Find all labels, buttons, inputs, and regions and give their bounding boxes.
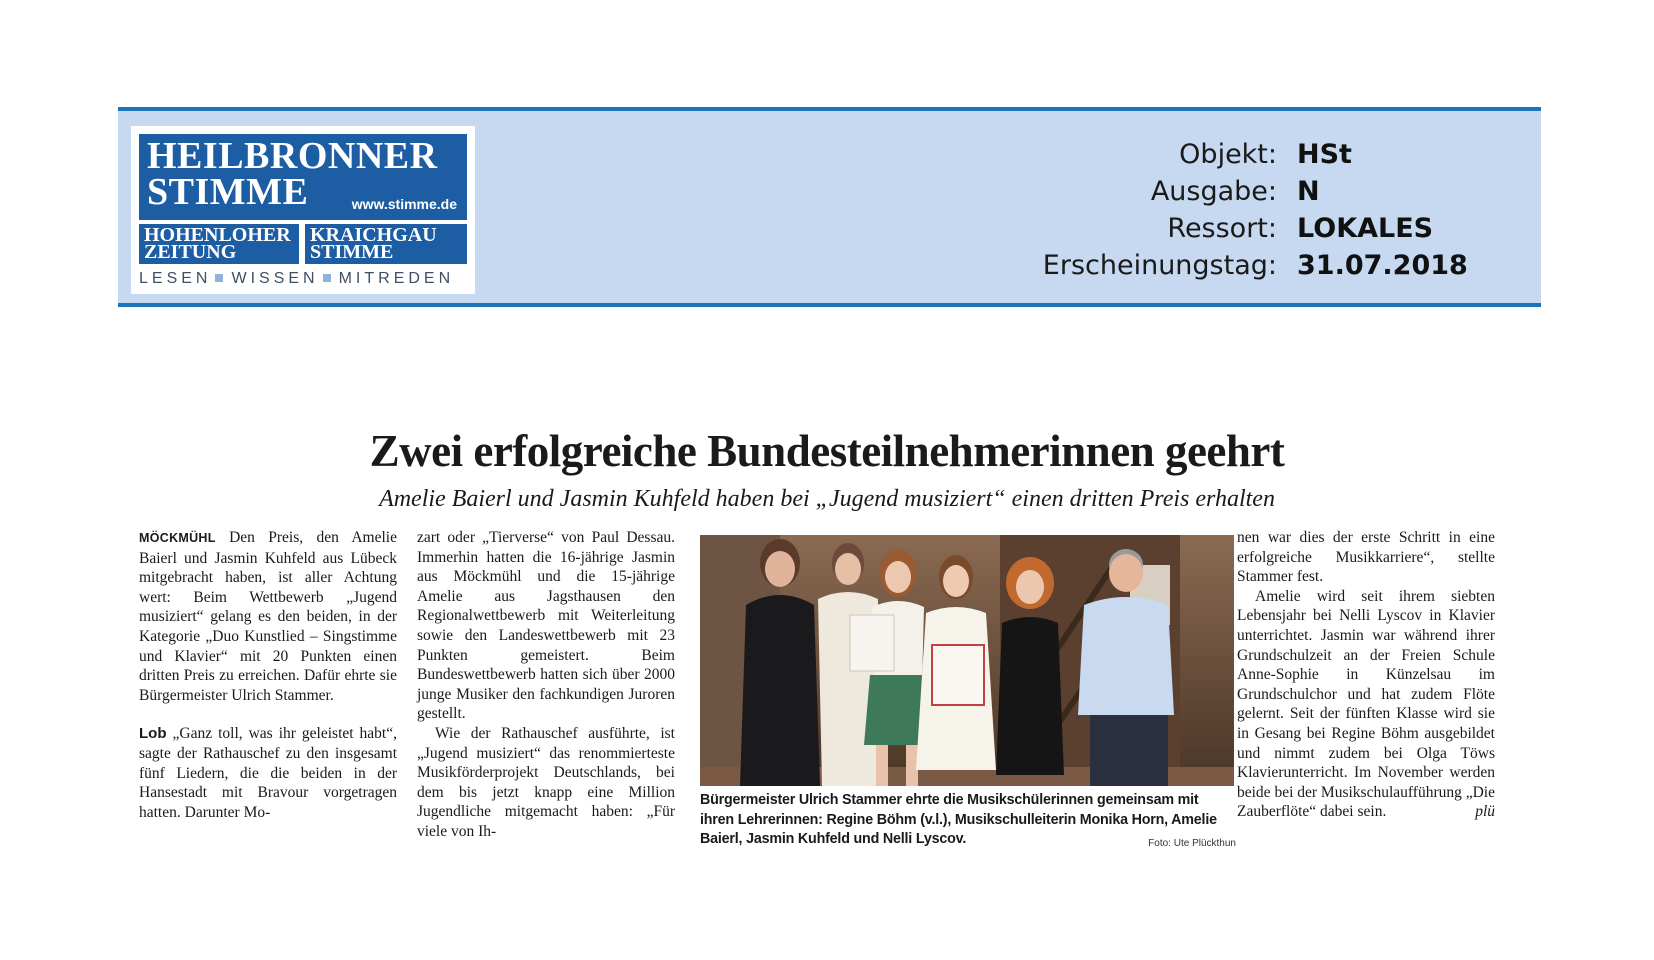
article-column-2 xyxy=(417,528,675,842)
paragraph-lead: Lob xyxy=(139,725,167,743)
tagline-word: MITREDEN xyxy=(338,270,455,287)
publication-meta xyxy=(980,136,1480,284)
logo-title-line1: HEILBRONNER xyxy=(147,135,438,177)
meta-value: 31.07.2018 xyxy=(1297,250,1468,281)
logo-sub-left-line1: HOHENLOHER xyxy=(144,224,291,246)
meta-value: N xyxy=(1297,176,1320,207)
meta-value: LOKALES xyxy=(1297,213,1434,244)
logo-tagline xyxy=(139,270,469,288)
photo-caption: Bürgermeister Ulrich Stammer ehrte die Musikschülerinnen gemeinsam mit ihren Lehrerinnen: Regine Böhm (v.l.), Musikschulleiterin Monika Horn, Amelie Baierl, Jasmin Kuhfeld und Nelli Lyscov. xyxy=(700,792,1217,847)
logo-sub-kraichgau xyxy=(305,224,467,264)
logo-title-line2: STIMME xyxy=(147,171,309,213)
article-column-3 xyxy=(1237,528,1495,822)
logo-url: www.stimme.de xyxy=(351,196,457,212)
tagline-word: LESEN xyxy=(139,270,212,287)
paragraph xyxy=(139,724,397,822)
paragraph: zart oder „Tierverse“ von Paul Dessau. Immerhin hatten die 16-jährige Jasmin aus Möckmühl und die 15-jährige Amelie aus Jagsthausen den Regionalwettbewerb mit Weiterleitung sowie den Landeswettbewerb mit 23 Punkten gemeistert. Beim Bundeswettbewerb hatten sich über 2000 junge Musiker den fachkundigen Juroren gestellt. xyxy=(417,529,675,723)
article-photo xyxy=(700,535,1234,786)
meta-row-ressort xyxy=(980,210,1480,247)
paragraph-text: Amelie wird seit ihrem siebten Lebensjahr bei Nelli Lyscov in Klavier unterrichtet. Jasmin war während ihrer Grundschulzeit an der Freien Schule Anne-Sophie in Künzelsau im Grundschulchor und hat zudem Flöte gelernt. Seit der fünften Klasse wird sie in Gesang bei Regine Böhm ausgebildet und nimmt zudem bei Olga Töws Klavierunterricht. Im November werden beide bei der Musikschulaufführung „Die Zauberflöte“ dabei sein. xyxy=(1237,587,1495,821)
logo-sub-left-line2: ZEITUNG xyxy=(144,241,237,263)
meta-label: Erscheinungstag: xyxy=(1042,250,1277,281)
meta-label: Ressort: xyxy=(1167,213,1277,244)
meta-label: Ausgabe: xyxy=(1150,176,1277,207)
logo-main-block xyxy=(139,134,467,220)
photo-credit: Foto: Ute Plückthun xyxy=(1148,838,1236,849)
paragraph: nen war dies der erste Schritt in eine erfolgreiche Musikkarriere“, stellte Stammer fest. xyxy=(1237,529,1495,586)
square-bullet-icon xyxy=(323,274,331,282)
paragraph xyxy=(139,528,397,705)
meta-row-ausgabe xyxy=(980,173,1480,210)
meta-label: Objekt: xyxy=(1179,139,1277,170)
article-column-1 xyxy=(139,528,397,822)
author-signature: plü xyxy=(1475,803,1495,821)
article-subheadline: Amelie Baierl und Jasmin Kuhfeld haben bei „Jugend musiziert“ einen dritten Preis erhalten xyxy=(379,486,1275,512)
tagline-word: WISSEN xyxy=(231,270,319,287)
meta-value: HSt xyxy=(1297,139,1352,170)
meta-row-erscheinungstag xyxy=(980,247,1480,284)
logo-sub-right-line2: STIMME xyxy=(310,241,394,263)
paragraph xyxy=(1237,587,1495,822)
logo-sub-hohenloher xyxy=(139,224,299,264)
paragraph-text: Den Preis, den Amelie Baierl und Jasmin Kuhfeld aus Lübeck mitgebracht haben, ist aller Achtung wert: Beim Wettbewerb „Jugend musiziert“ gelang es den beiden, in der Kategorie „Duo Kunstlied – Singstimme und Klavier“ mit 20 Punkten einen dritten Preis zu erreichen. Dafür ehrte sie Bürgermeister Ulrich Stammer. xyxy=(139,529,397,704)
group-photo-image xyxy=(700,535,1234,786)
paragraph: Wie der Rathauschef ausführte, ist „Jugend musiziert“ das renommierteste Musikförderprojekt Deutschlands, bei dem bis jetzt knapp eine Million Jugendliche mitgemacht haben: „Für viele von Ih- xyxy=(417,724,675,840)
article-headline: Zwei erfolgreiche Bundesteilnehmerinnen geehrt xyxy=(369,426,1285,476)
square-bullet-icon xyxy=(215,274,223,282)
newspaper-logo xyxy=(131,126,475,294)
meta-row-objekt xyxy=(980,136,1480,173)
paragraph-text: „Ganz toll, was ihr geleistet habt“, sagte der Rathauschef zu den insgesamt fünf Liedern, die die beiden in der Hansestadt mit Bravour vorgetragen hatten. Darunter Mo- xyxy=(139,725,397,821)
dateline: MÖCKMÜHL xyxy=(139,531,216,545)
logo-sub-right-line1: KRAICHGAU xyxy=(310,224,437,246)
